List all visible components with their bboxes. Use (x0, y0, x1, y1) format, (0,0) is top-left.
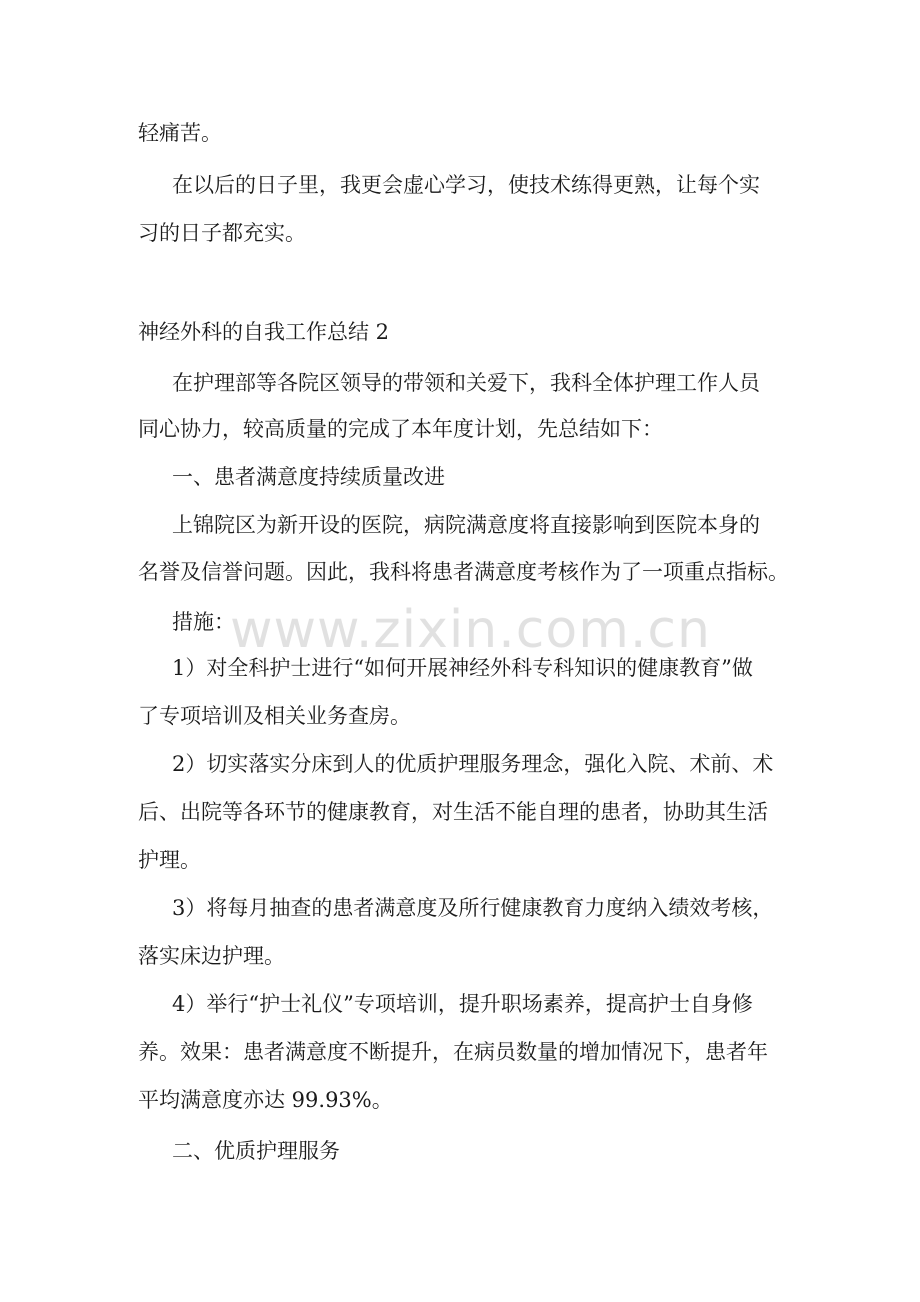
list-item: 4）举行“护士礼仪”专项培训，提升职场素养，提高护士自身修 (172, 992, 753, 1016)
paragraph-line: 在以后的日子里，我更会虚心学习，使技术练得更熟，让每个实 (172, 173, 760, 197)
list-item: 1）对全科护士进行“如何开展神经外科专科知识的健康教育”做 (172, 656, 753, 680)
list-item-continuation: 后、出院等各环节的健康教育，对生活不能自理的患者，协助其生活 (138, 800, 768, 824)
paragraph-line: 习的日子都充实。 (138, 221, 306, 245)
list-item: 2）切实落实分床到人的优质护理服务理念，强化入院、术前、术 (172, 752, 774, 776)
paragraph-line: 在护理部等各院区领导的带领和关爱下，我科全体护理工作人员 (172, 371, 760, 395)
subsection-heading: 一、患者满意度持续质量改进 (172, 465, 445, 489)
section-title: 神经外科的自我工作总结 2 (138, 320, 390, 344)
paragraph-line: 同心协力，较高质量的完成了本年度计划，先总结如下： (138, 417, 663, 441)
subsection-heading: 二、优质护理服务 (172, 1139, 340, 1163)
list-item-continuation: 养。效果：患者满意度不断提升，在病员数量的增加情况下，患者年 (138, 1040, 768, 1064)
list-item-continuation: 平均满意度亦达 99.93%。 (138, 1088, 393, 1112)
paragraph-line: 措施： (172, 610, 235, 634)
paragraph-line: 名誉及信誉问题。因此，我科将患者满意度考核作为了一项重点指标。 (138, 560, 789, 584)
list-item: 3）将每月抽查的患者满意度及所行健康教育力度纳入绩效考核， (172, 896, 774, 920)
list-item-continuation: 落实床边护理。 (138, 944, 285, 968)
paragraph-line: 上锦院区为新开设的医院，病院满意度将直接影响到医院本身的 (172, 513, 760, 537)
list-item-continuation: 了专项培训及相关业务查房。 (138, 704, 411, 728)
paragraph-line: 轻痛苦。 (138, 121, 222, 145)
watermark-text: www.zixin.com.cn (230, 600, 711, 660)
list-item-continuation: 护理。 (138, 848, 201, 872)
